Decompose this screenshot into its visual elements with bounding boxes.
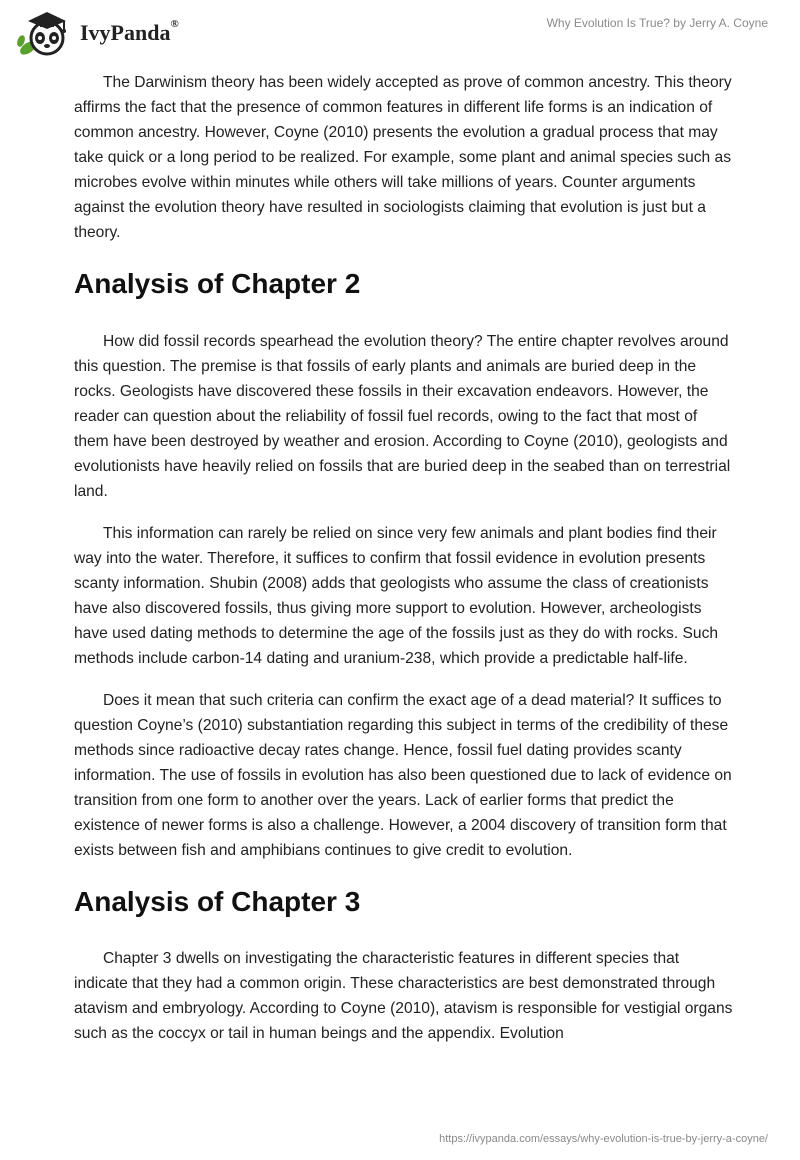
heading-chapter-2: Analysis of Chapter 2 [74, 268, 361, 299]
brand-name[interactable]: IvyPanda® [80, 18, 179, 45]
heading-chapter-3: Analysis of Chapter 3 [74, 886, 361, 917]
document-title: Why Evolution Is True? by Jerry A. Coyne [546, 16, 768, 30]
paragraph-ch2-2: This information can rarely be relied on since very few animals and plant bodies find their way into the water. Therefore, it suffices to confirm that fossil evidence in evolution presents scanty information. Shubin (2008) adds that geologists who assume the class of creationists have also discovered fossils, thus giving more support to evolution. However, archeologists have used dating methods to determine the age of the fossils just as they do with rocks. Such methods include carbon-14 dating and uranium-238, which provide a predictable half-life. [74, 525, 719, 667]
page-header [0, 0, 800, 70]
essay-content [74, 70, 734, 1063]
paragraph-ch3-1: Chapter 3 dwells on investigating the characteristic features in different species that indicate that they had a common origin. These characteristics are best demonstrated through atavism and embryology. According to Coyne (2010), atavism is responsible for vestigial organs such as the coccyx or tail in human beings and the appendix. Evolution [74, 950, 733, 1042]
paragraph-ch2-3: Does it mean that such criteria can confirm the exact age of a dead material? It suffices to question Coyne’s (2010) substantiation regarding this subject in terms of the credibility of these methods since radioactive decay rates change. Hence, fossil fuel dating provides scanty information. The use of fossils in evolution has also been questioned due to lack of evidence on transition from one form to another over the years. Lack of earlier forms that predict the existence of newer forms is also a challenge. However, a 2004 discovery of transition form that exists between fish and amphibians continues to give credit to evolution. [74, 692, 732, 859]
paragraph-ch2-1: How did fossil records spearhead the evolution theory? The entire chapter revolves around this question. The premise is that fossils of early plants and animals are buried deep in the rocks. Geologists have discovered these fossils in their excavation endeavors. However, the reader can question about the reliability of fossil fuel records, owing to the fact that most of them have been destroyed by weather and erosion. According to Coyne (2010), geologists and evolutionists have heavily relied on fossils that are buried deep in the seabed than on terrestrial land. [74, 333, 731, 500]
panda-graduate-icon [14, 8, 74, 58]
paragraph-intro: The Darwinism theory has been widely accepted as prove of common ancestry. This theory affirms the fact that the presence of common features in different life forms is an indication of common ancestry. However, Coyne (2010) presents the evolution a gradual process that may take quick or a long period to be realized. For example, some plant and animal species such as microbes evolve within minutes while others will take millions of years. Counter arguments against the evolution theory have resulted in sociologists claiming that evolution is just but a theory. [74, 74, 732, 241]
ivypanda-logo[interactable] [14, 8, 74, 58]
footer-url-link[interactable]: https://ivypanda.com/essays/why-evolution-is-true-by-jerry-a-coyne/ [439, 1133, 768, 1145]
registered-mark: ® [170, 18, 179, 30]
